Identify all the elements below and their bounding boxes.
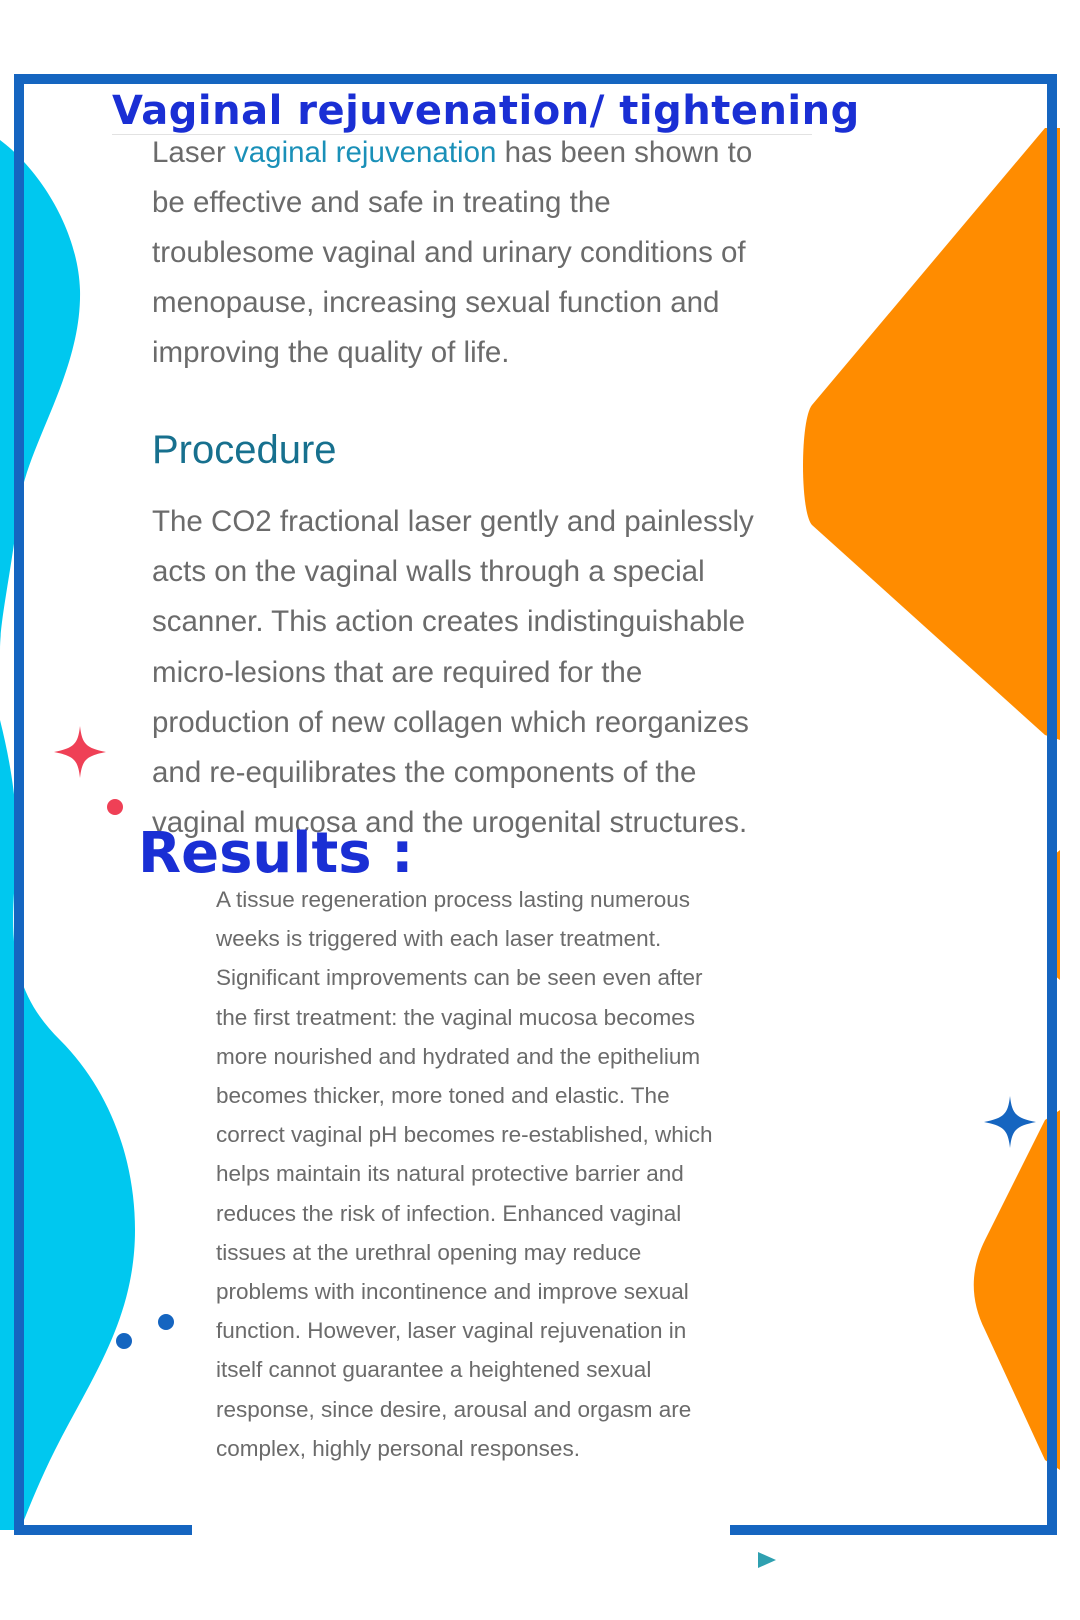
results-heading: Results : (138, 821, 414, 886)
intro-text-end: has been shown to be effective and safe in treating the troublesome vaginal and urinary conditions of menopause, increasing sexual function and improving the quality of life. (152, 136, 753, 369)
intro-paragraph (152, 128, 772, 378)
results-paragraph: A tissue regeneration process lasting numerous weeks is triggered with each laser treatment. Significant improvements can be seen even after the first treatment: the vaginal mucosa becomes more nourished and hydrated and the epithelium becomes thicker, more toned and elastic. The correct vaginal pH becomes re-established, which helps maintain its natural protective barrier and reduces the risk of infection. Enhanced vaginal tissues at the urethral opening may reduce problems with incontinence and improve sexual function. However, laser vaginal rejuvenation in itself cannot guarantee a heightened sexual response, since desire, arousal and orgasm are complex, highly personal responses. (216, 887, 713, 1461)
vaginal-rejuvenation-link[interactable]: vaginal rejuvenation (234, 136, 497, 169)
procedure-paragraph: The CO2 fractional laser gently and painlessly acts on the vaginal walls through a special scanner. This action creates indistinguishable micro-lesions that are required for the production of new collagen which reorganizes and re-equilibrates the components of the vaginal mucosa and the urogenital structures. (152, 505, 754, 840)
page-title: Vaginal rejuvenation/ tightening (112, 88, 860, 134)
intro-text-start: Laser (152, 136, 234, 169)
play-triangle-icon (758, 1552, 776, 1568)
procedure-heading: Procedure (152, 428, 337, 472)
